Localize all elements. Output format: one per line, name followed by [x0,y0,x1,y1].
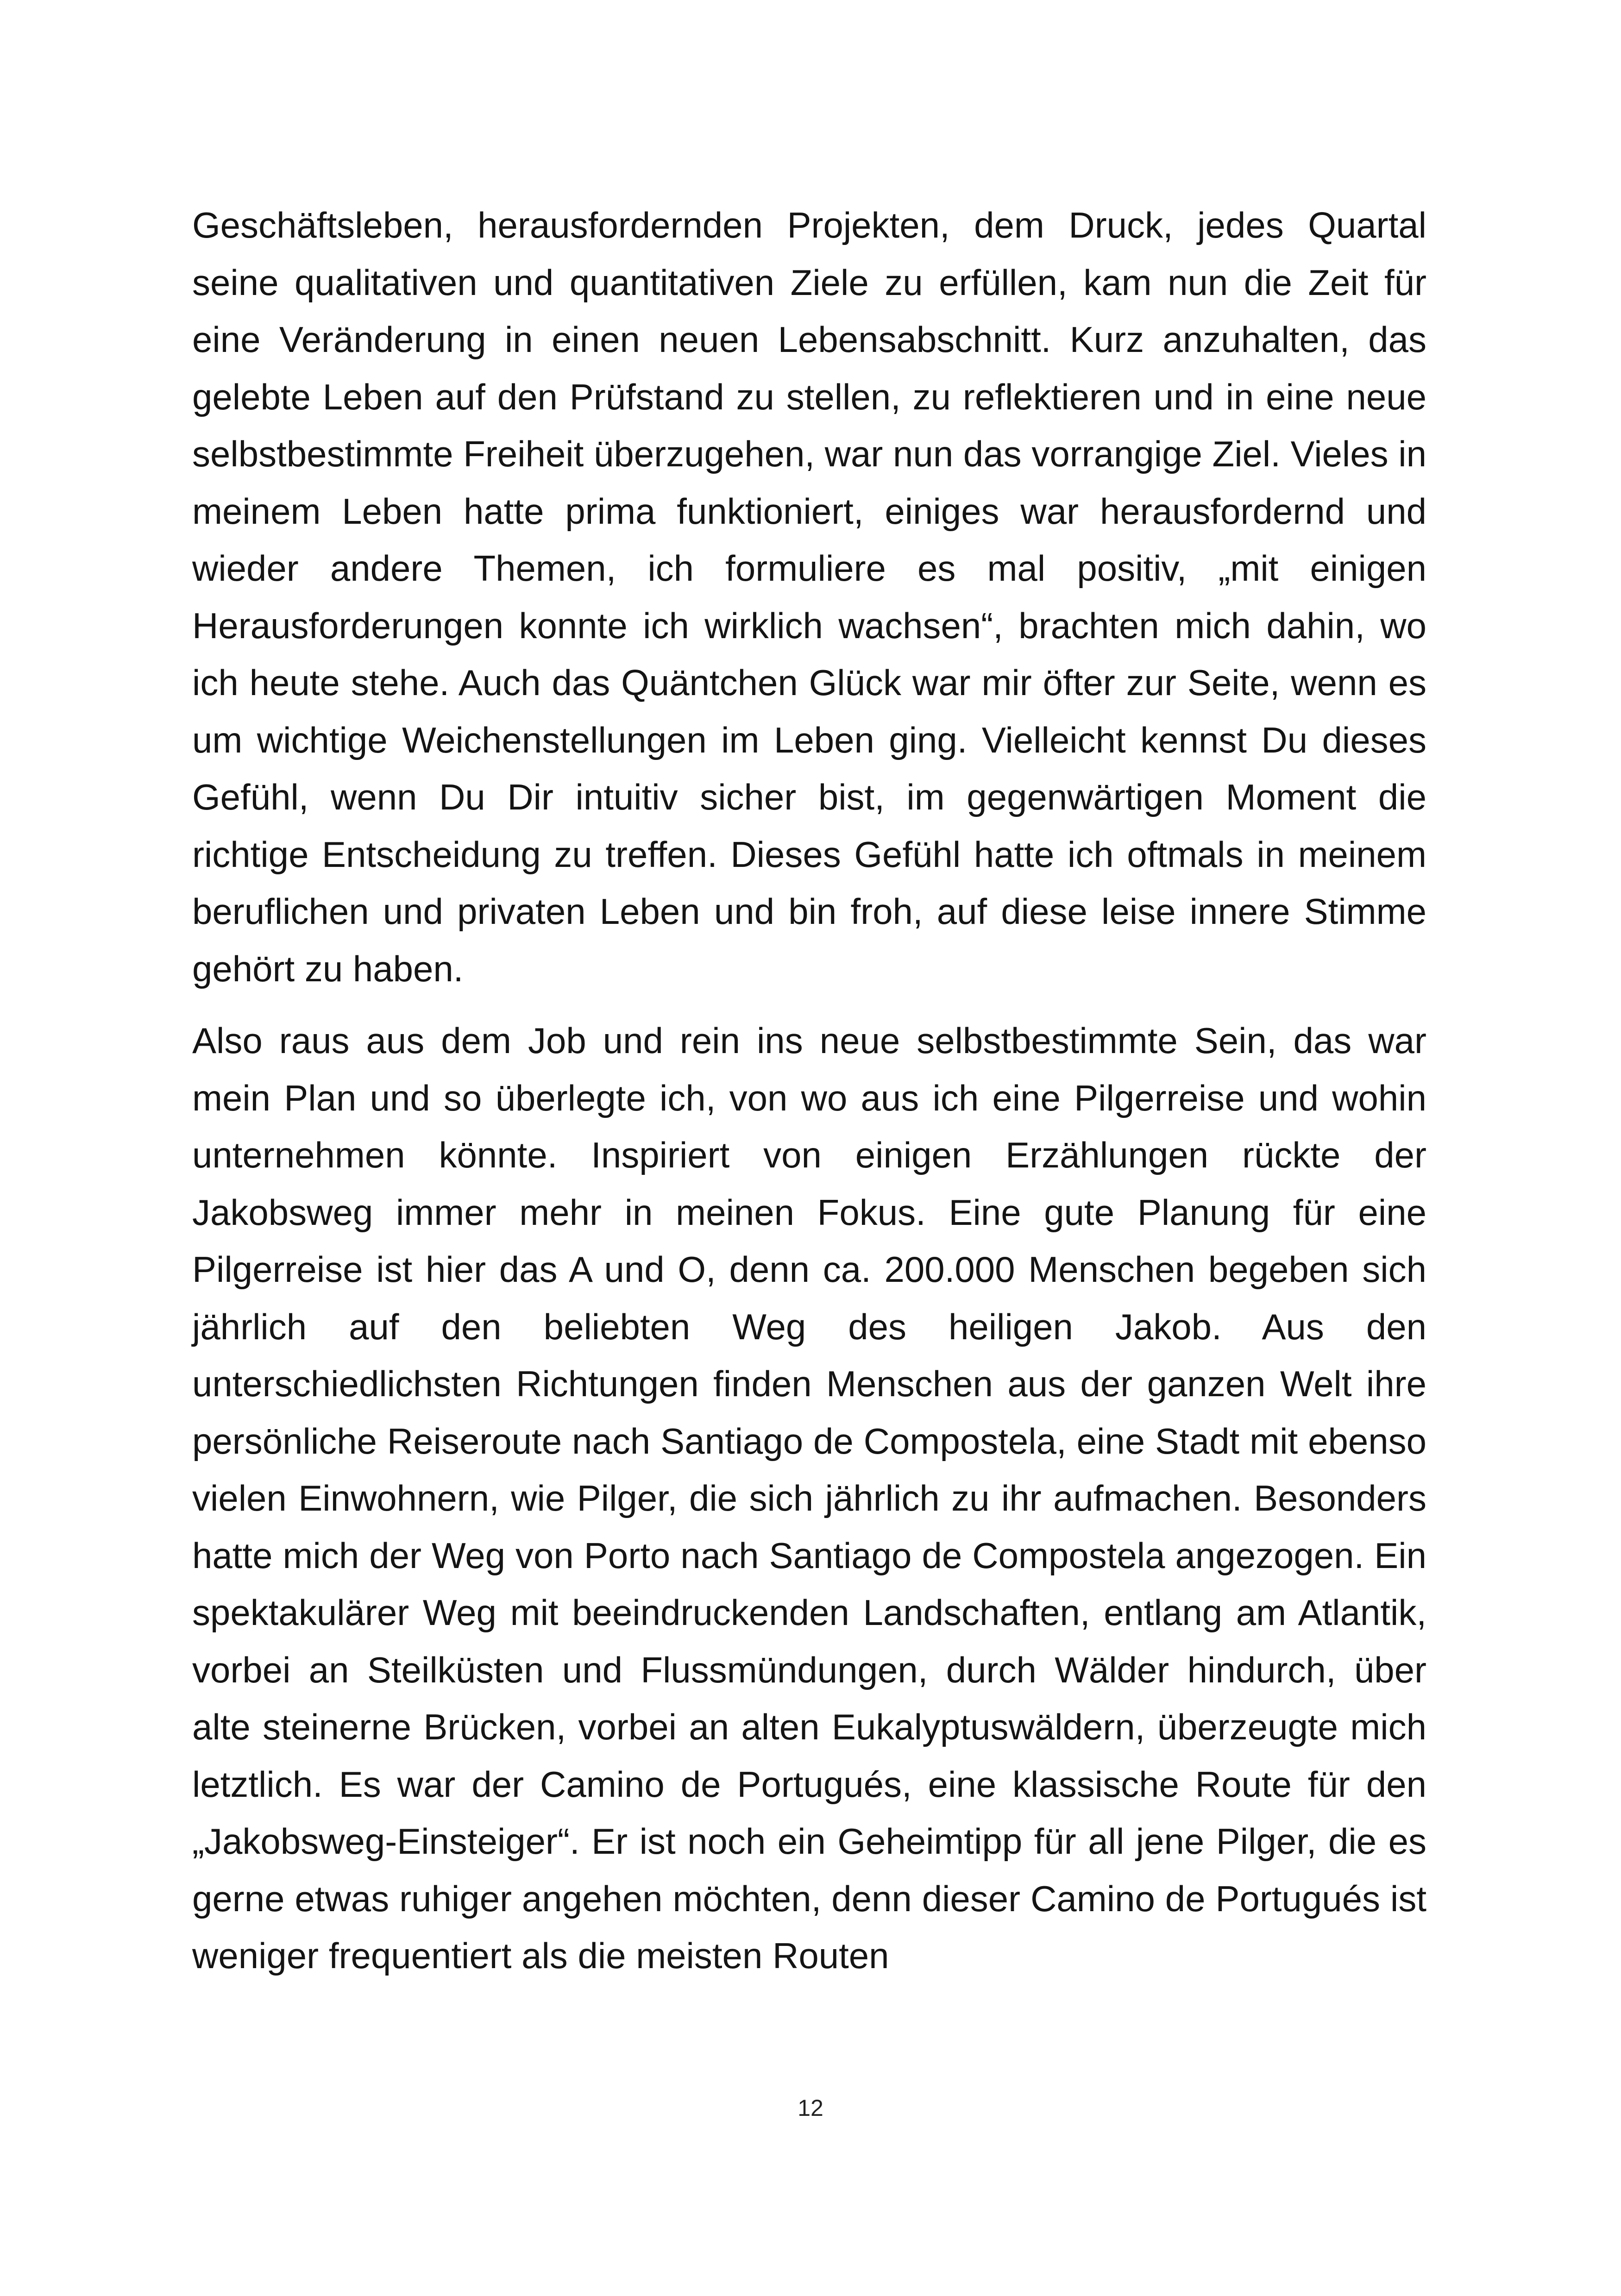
paragraph: Also raus aus dem Job und rein ins neue selbstbestimmte Sein, das war mein Plan und so überlegte ich, von wo aus ich eine Pilgerreise und wohin unternehmen könnte. Inspiriert von einigen Erzählungen rückte der Jakobsweg immer mehr in meinen Fokus. Eine gute Planung für eine Pilgerreise ist hier das A und O, denn ca. 200.000 Menschen begeben sich jährlich auf den beliebten Weg des heiligen Jakob. Aus den unterschiedlichsten Richtungen finden Menschen aus der ganzen Welt ihre persönliche Reiseroute nach Santiago de Compostela, eine Stadt mit ebenso vielen Einwohnern, wie Pilger, die sich jährlich zu ihr aufmachen. Besonders hatte mich der Weg von Porto nach Santiago de Compostela angezogen. Ein spektakulärer Weg mit beeindruckenden Landschaften, entlang am Atlantik, vorbei an Steilküsten und Flussmündungen, durch Wälder hindurch, über alte steinerne Brücken, vorbei an alten Eukalyptuswäldern, überzeugte mich letztlich. Es war der Camino de Portugués, eine klassische Route für den „Jakobsweg-Einsteiger“. Er ist noch ein Geheimtipp für all jene Pilger, die es gerne etwas ruhiger angehen möchten, denn dieser Camino de Portugués ist weniger frequentiert als die meisten Routen [192,1020,1426,1976]
paragraph: Geschäftsleben, herausfordernden Projekten, dem Druck, jedes Quartal seine qualitativen und quantitativen Ziele zu erfüllen, kam nun die Zeit für eine Veränderung in einen neuen Lebensabschnitt. Kurz anzuhalten, das gelebte Leben auf den Prüfstand zu stellen, zu reflektieren und in eine neue selbstbestimmte Freiheit überzugehen, war nun das vorrangige Ziel. Vieles in meinem Leben hatte prima funktioniert, einiges war herausfordernd und wieder andere Themen, ich formuliere es mal positiv, „mit einigen Herausforderungen konnte ich wirklich wachsen“, brachten mich dahin, wo ich heute stehe. Auch das Quäntchen Glück war mir öfter zur Seite, wenn es um wichtige Weichenstellungen im Leben ging. Vielleicht kennst Du dieses Gefühl, wenn Du Dir intuitiv sicher bist, im gegenwärtigen Moment die richtige Entscheidung zu treffen. Dieses Gefühl hatte ich oftmals in meinem beruflichen und privaten Leben und bin froh, auf diese leise innere Stimme gehört zu haben. [192,205,1426,989]
page-number: 12 [798,2095,823,2121]
body-text [192,197,1426,1985]
